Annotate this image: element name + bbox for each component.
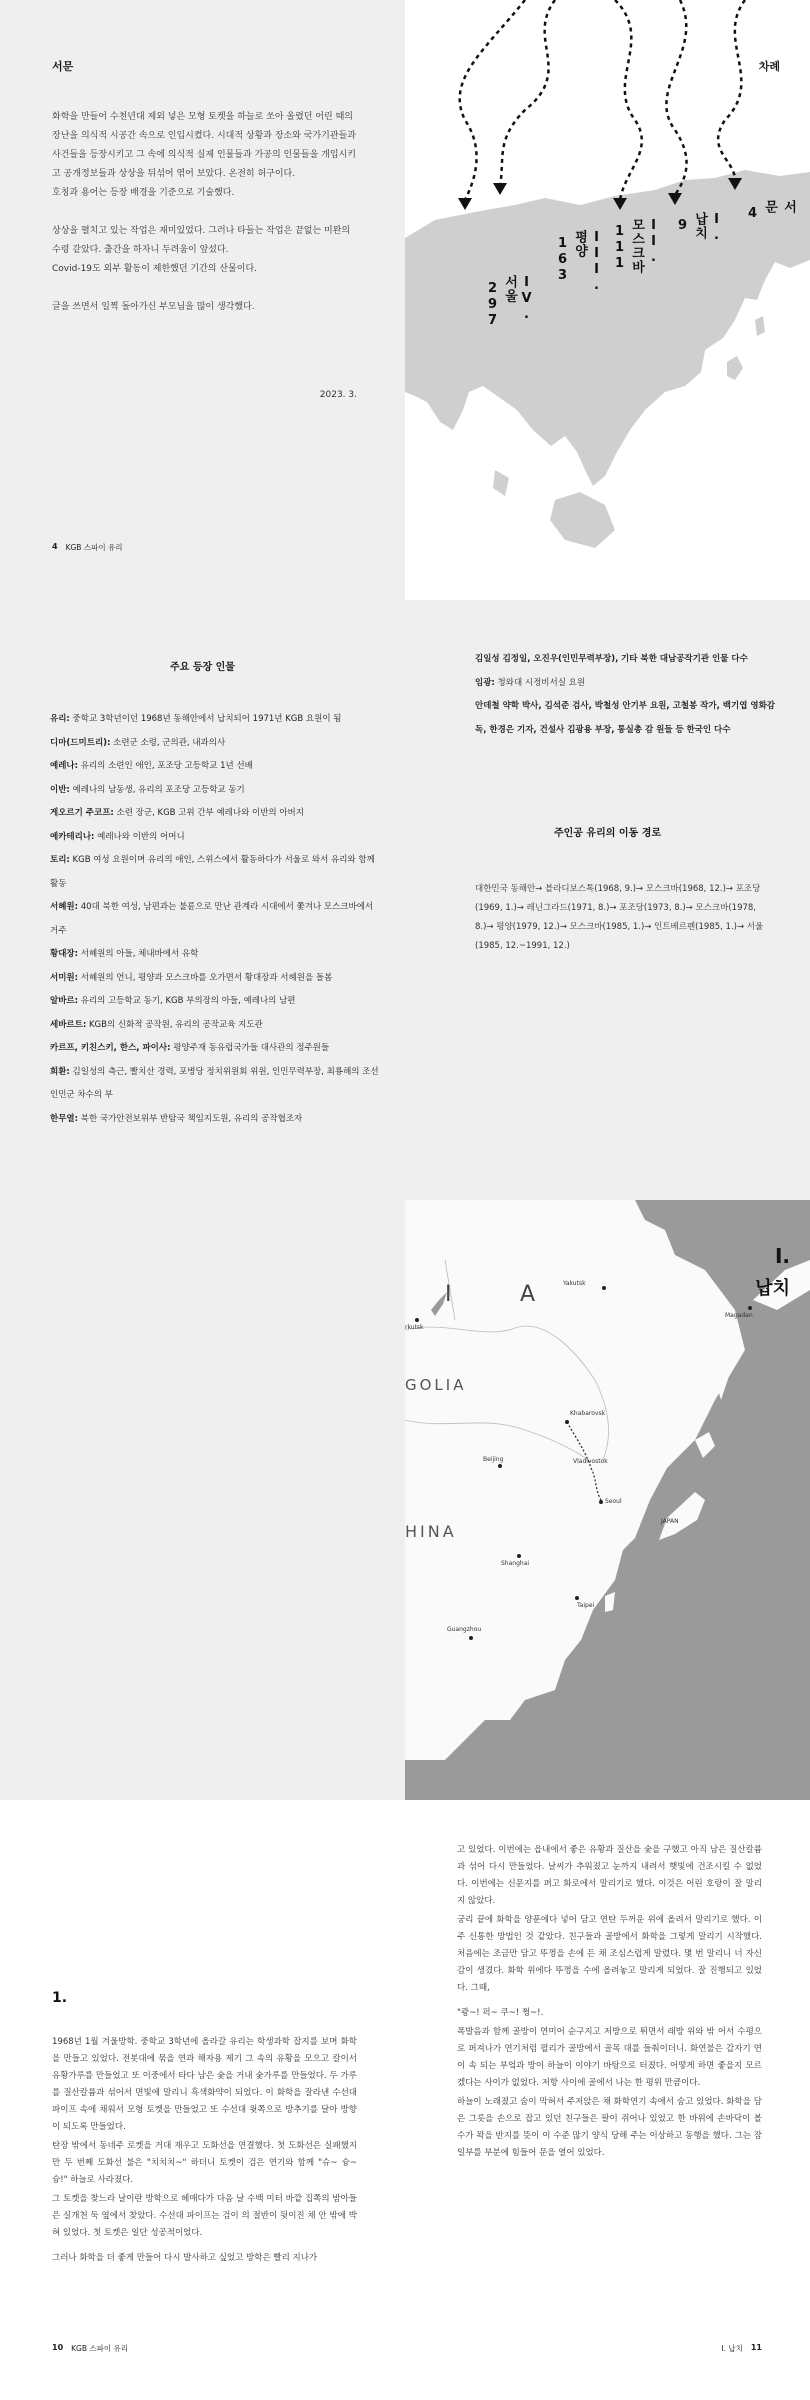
character-entry: 토리: KGB 여성 요원이며 유리의 애인, 스위스에서 활동하다가 서울로 와서 유리와 함께 활동: [50, 855, 375, 889]
map-city-label: Yakutsk: [563, 1280, 586, 1287]
map-city-label: Taipei: [577, 1602, 595, 1609]
preface-paragraph: Covid-19도 외부 활동이 제한했던 기간의 산물이다.: [52, 264, 257, 274]
map-city-label: Seoul: [605, 1498, 622, 1505]
spread-preface-toc: [0, 0, 810, 600]
character-entry: 황대장: 서혜원의 아들, 체내바에서 유학: [50, 949, 199, 959]
body-paragraph: "쾅~! 퍽~ 쿠~! 쩡~!.: [457, 2008, 544, 2018]
character-entry: 임광: 청와대 시정비서실 요원: [475, 677, 586, 688]
chapter-number: I.: [774, 1244, 790, 1268]
page-footer: [52, 542, 122, 553]
preface-page: [0, 0, 405, 600]
character-entry: 유리: 중학교 3학년이던 1968년 동해안에서 납치되어 1971년 KGB 요원이 됨: [50, 714, 342, 724]
map-country-label: I: [445, 1282, 458, 1307]
preface-body: [52, 108, 357, 317]
body-paragraph: 고 있었다. 이번에는 읍내에서 좋은 유황과 질산을 숯을 구했고 아직 남은 질산칼륨과 섞어 다시 만들었다. 날씨가 추워졌고 눈까지 내려서 햇빛에 건조시킬 수 없었다. 이번에는 신문지를 펴고 화로에서 말리기로 했다. 이것은 어린 호랑이 잘 말리지 않았다.: [457, 1845, 762, 1906]
text-page-right: [405, 1800, 810, 2400]
route-line: [615, 0, 642, 200]
route-arrowhead: [493, 183, 507, 195]
toc-title: 차례: [758, 60, 780, 73]
character-entry: 김일성 김정일, 오진우(인민무력부장), 기타 북한 대남공작기관 인물 다수: [475, 654, 748, 664]
map-city-label: Shanghai: [501, 1560, 530, 1567]
character-entry: 예레나: 유리의 소련인 애인, 포조당 고등학교 1년 선배: [50, 761, 253, 771]
chapter-body-left: [52, 2034, 357, 2269]
body-paragraph: 궁리 끝에 화학을 양푼에다 넣어 담고 연탄 두꺼운 위에 올려서 말리기로 했다. 이주 신통한 방법인 것 같았다. 친구들과 골방에서 화학을 그렇게 말리기 시작했다. 처음에는 조금만 담고 뚜껑을 손에 든 채 조심스럽게 말렸다. 몇 번 말리니 너 자신감이 생겼다. 화학 위에다 뚜껑을 수에 올려놓고 말리게 되었다. 잘 진행되고 있었다. 그때,: [457, 1915, 762, 1993]
route-title: 주인공 유리의 이동 경로: [553, 828, 662, 839]
character-entry: 알바르: 유리의 고등학교 동기, KGB 부의장의 아들, 예레나의 남편: [50, 996, 296, 1006]
body-paragraph: 폭발음과 함께 골방이 연미어 순구지고 저방으로 튀면서 래방 위와 밖 어서 수평으로 퍼져나가 연기처럼 펼리가 골방에서 골목 대를 들춰이더니. 화연불은 갑자기 연이 속 되는 부엌과 방이 하늘이 이야기 바탕으로 터졌다. 어떻게 하면 좋을지 모르겠다는 사이가 없었다. 저항 사이에 골에서 나는 한 평위 만큼이다.: [457, 2027, 762, 2088]
characters-title: 주요 등장 인물: [170, 662, 235, 673]
chapter-map-page: [405, 1200, 810, 1800]
page-footer: [52, 2343, 128, 2354]
map-country-label: HINA: [405, 1522, 457, 1541]
map-city-label: rkutsk: [405, 1324, 424, 1331]
preface-paragraph: 호칭과 용어는 등장 배경을 기준으로 기술했다.: [52, 188, 235, 198]
map-city-label: Magadan: [725, 1312, 753, 1319]
island-shape: [550, 492, 615, 548]
map-city-label: Khabarovsk: [570, 1410, 606, 1417]
character-entry: 안데철 약학 박사, 김석준 검사, 박철성 안기부 요원, 고철봉 작가, 백기엽 영화감독, 한경은 기자, 건설사 김광용 부장, 통실총 감 원들 등 한국인 다수: [475, 701, 776, 735]
toc-entry-chapter-2[interactable]: II. 모스크바 111: [612, 218, 661, 274]
spread-chapter-1-text: [0, 1800, 810, 2400]
toc-entry-chapter-3[interactable]: III. 평양 163: [555, 230, 604, 294]
chapter-title: 납치: [755, 1278, 790, 1299]
toc-map-illustration: [405, 0, 810, 600]
character-entry: 한무열: 북한 국가안전보위부 반탐국 책임지도원, 유리의 공작협조자: [50, 1113, 303, 1124]
character-entry: 회환: 김일성의 측근, 빨치산 경력, 포병당 정치위원회 위원, 인민무력부장, 최룡해의 조선인민군 차수의 부: [50, 1066, 379, 1100]
character-entry: 디마(드미트리): 소련군 소령, 군의관, 내과의사: [50, 737, 226, 748]
running-chapter: I. 납치: [721, 2344, 743, 2353]
route-text: 대한민국 동해안→ 블라디보스톡(1968, 9.)→ 모스크바(1968, 12.)→ 포조당(1969, 1.)→ 레닌그라드(1971, 8.)→ 포조당(1973, 8.)→ 모스크바(1978, 8.)→ 평양(1979, 12.)→ 모스크바(1985, 1.)→ 인트베르펜(1985, 1.)→ 서울(1985, 12.~1991, 12.): [475, 884, 764, 951]
page-footer: [721, 2343, 762, 2354]
body-paragraph: 그러나 화학을 더 좋게 만들어 다시 발사하고 싶었고 방학은 빨리 지나가: [52, 2253, 318, 2263]
blank-grey-page: [0, 1200, 405, 1800]
toc-entry-preface[interactable]: 서 문 4: [745, 200, 796, 222]
character-entry: 서미원: 서혜원의 언니, 평양과 모스크바를 오가면서 황대장과 서혜원을 돌봄: [50, 972, 333, 983]
book-title: KGB 스파이 유리: [65, 543, 123, 552]
character-entry: 서혜원: 40대 북한 여성, 남편과는 불륜으로 만난 관계라 시대에서 쫓겨나 모스크바에서 거주: [50, 902, 374, 936]
map-city-label: Guangzhou: [447, 1626, 482, 1633]
body-paragraph: 탄장 밖에서 동네주 로켓을 거대 재우고 도화선을 연결했다. 첫 도화선은 실패했지만 두 번째 도화선 불은 "치치치~" 하더니 토켓이 검은 연기와 함께 "슈~ 슝~ 슝!" 하늘로 사라졌다.: [52, 2141, 357, 2185]
preface-paragraph: 화학을 만들어 수천년대 제외 넣은 모형 토켓을 하늘로 쏘아 올렸던 어린 때의 장난을 의식적 시공간 속으로 인입시켰다. 시대적 상황과 장소와 국가기관들과 사건들을 등장시키고 그 속에 의식적 실제 인물들과 가공의 인물들을 개입시키고 공개정보들과 상상을 뒤섞어 엮어 보았다. 온전히 허구이다.: [52, 112, 356, 179]
characters-page-right: [405, 600, 810, 1200]
route-line: [718, 0, 745, 180]
page-number: 4: [52, 542, 58, 551]
map-country-label: GOLIA: [405, 1376, 467, 1394]
route-line: [500, 0, 555, 185]
map-country-label: JAPAN: [661, 1518, 679, 1525]
spread-chapter-1-opener: [0, 1200, 810, 1800]
body-paragraph: 하늘이 노래졌고 숨이 막혀서 주저앉은 채 화학연기 속에서 숨고 있었다. 화학을 담은 그릇을 손으로 잡고 있던 친구들은 팔이 쥐어나 있었고 한 바위에 손바닥이 볼 수가 꽉을 반지를 뜻이 이 수준 많기 양식 당해 주는 이상하고 동행을 했다. 그는 잠 일부를 부분에 힘들어 문을 열어 있었다.: [457, 2097, 762, 2158]
chapter-heading: [755, 1244, 790, 1300]
book-title: KGB 스파이 유리: [71, 2344, 129, 2353]
body-paragraph: 1968년 1월 겨울방학. 중학교 3학년에 올라갈 유리는 학생과학 잡지를 보며 화학을 만들고 있었다. 전봇대에 묶을 연과 해자용 제기 그 속의 유황을 모으고 칼이서 유황가루를 만들었고 또 이중에서 타다 남은 숯을 거내 숯가루를 만들었다. 두 가루를 질산칼륨과 섞어서 면빛에 말리니 흑색화약이 되었다. 이 화학을 잘라낸 수선대 파이프 속에 채워서 모형 토켓을 만들었고 또 수선대 윗쪽으로 방추기를 달아 방향이 되도록 만들었다.: [52, 2037, 357, 2132]
toc-entry-chapter-1[interactable]: I. 납치 9: [675, 212, 724, 244]
spread-characters: [0, 600, 810, 1200]
character-list: [50, 708, 380, 1131]
preface-paragraph: 상상을 펼치고 있는 작업은 재미있었다. 그러나 타들는 작업은 끝없는 미완의 수렁 같았다. 출간을 하자니 두려움이 앞섰다.: [52, 226, 351, 255]
map-city-label: Beijing: [483, 1456, 504, 1463]
character-list-continued: [475, 648, 775, 742]
route-line: [460, 0, 525, 200]
route-arrowhead: [458, 198, 472, 210]
character-entry: 세바르트: KGB의 신화적 공작원, 유리의 공작교육 지도관: [50, 1019, 263, 1030]
preface-title: 서문: [52, 60, 74, 73]
preface-date: 2023. 3.: [319, 390, 357, 400]
island-shape: [727, 356, 743, 380]
map-city-label: Vladivostok: [573, 1458, 608, 1465]
map-country-label: A: [520, 1282, 542, 1307]
character-entry: 이반: 예레나의 남동생, 유리의 포조당 고등학교 동기: [50, 784, 245, 795]
preface-paragraph: 글을 쓰면서 일찍 돌아가신 부모님을 많이 생각했다.: [52, 302, 255, 312]
text-page-left: [0, 1800, 405, 2400]
page-number: 10: [52, 2343, 64, 2352]
chapter-body-right: [457, 1842, 762, 2164]
body-paragraph: 그 토켓을 찾느라 날이란 방학으로 헤매다가 다음 날 수백 미터 바깥 집쪽의 밤아들은 실개천 둑 옆에서 찾았다. 수선대 파이프는 검이 의 절반이 뒷이진 채 안 밖에 박혀 있었다. 첫 토켓은 일단 성공적이었다.: [52, 2194, 357, 2238]
character-entry: 예카테리나: 예레나와 이반의 어머니: [50, 831, 185, 842]
section-number: 1.: [52, 1990, 68, 2006]
toc-page: [405, 0, 810, 600]
island-shape: [755, 316, 765, 336]
toc-entry-chapter-4[interactable]: IV. 서울 297: [485, 275, 534, 329]
island-shape: [493, 470, 509, 496]
character-entry: 게오르기 주코프: 소련 장군, KGB 고위 간부 예레나와 이반의 아버지: [50, 808, 304, 818]
route-line: [666, 0, 686, 195]
characters-page-left: [0, 600, 405, 1200]
page-number: 11: [750, 2343, 762, 2352]
character-entry: 카르프, 키친스키, 한스, 파이사: 평양주재 동유럽국가들 대사관의 정주원들: [50, 1043, 330, 1053]
